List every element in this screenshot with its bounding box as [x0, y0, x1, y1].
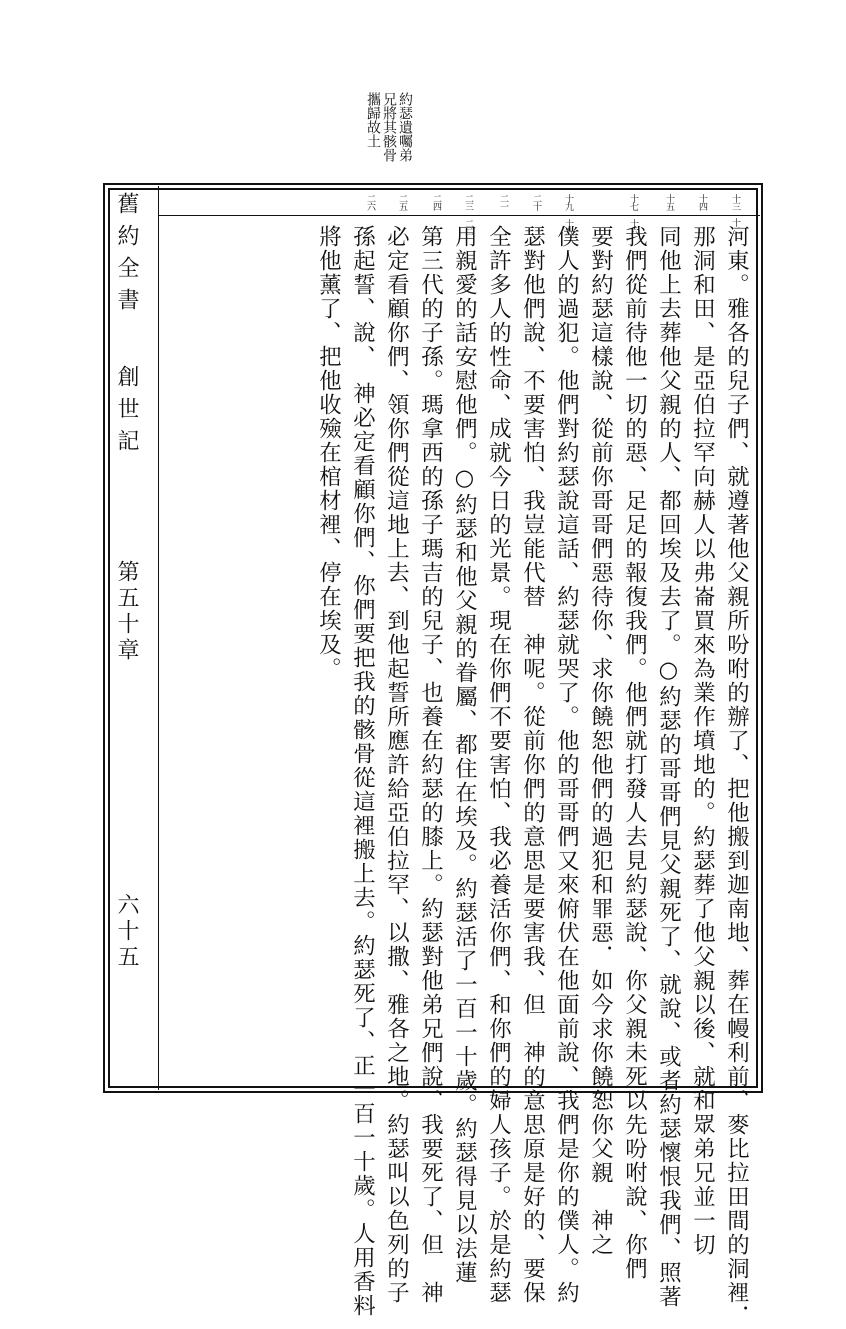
text-column: 同他上去葬他父親的人、都回埃及去了。○約瑟的哥哥們見父親死了、就說、或者約瑟懷恨我們、照著: [655, 225, 682, 1309]
header-rule: [158, 215, 760, 216]
text-column: 我們從前待他一切的惡、足足的報復我們。他們就打發人去見約瑟說、你父親未死以先吩咐說、你們: [621, 225, 648, 1281]
margin-note-line: 兄將其骸骨: [381, 92, 397, 162]
verse-number: 十九 十八: [563, 194, 573, 235]
verse-number: 二四: [431, 194, 441, 210]
text-column: 第三代的子孫。瑪拿西的孫子瑪吉的兒子、也養在約瑟的膝上。約瑟對他弟兄們說、我要死了、但 神: [417, 225, 444, 1305]
text-column: 孫起誓、說、 神必定看顧你們、你們要把我的骸骨從這裡搬上去。約瑟死了、正一百一十歲。人用香料: [349, 225, 376, 1318]
book-title: 舊約全書: [114, 192, 139, 320]
text-column: 那洞和田、是亞伯拉罕向赫人以弗崙買來為業作墳地的。約瑟葬了他父親以後、就和眾弟兄並一切: [689, 225, 716, 1257]
text-column: 將他薰了、把他收殮在棺材裡、停在埃及。: [315, 225, 342, 681]
text-column: 瑟對他們說、不要害怕、我豈能代替 神呢。從前你們的意思是要害我、但 神的意思原是好的、要保: [519, 225, 546, 1305]
verse-number: 二一: [498, 194, 508, 210]
verse-number: 二十: [531, 194, 541, 210]
verse-number: 十七 十六: [628, 194, 638, 235]
text-column: 僕人的過犯。他們對約瑟說這話、約瑟就哭了。他的哥哥們又來俯伏在他面前說、我們是你的僕人。約: [553, 225, 580, 1305]
text-column: 河東。雅各的兒子們、就遵著他父親所吩咐的辦了、把他搬到迦南地、葬在幔利前、麥比拉田間的洞裡．: [723, 225, 750, 1329]
sidebar-rule: [158, 186, 159, 1090]
text-column: 必定看顧你們、領你們從這地上去、到他起誓所應許給亞伯拉罕、以撒、雅各之地。約瑟叫以色列的子: [383, 225, 410, 1305]
text-column: 用親愛的話安慰他們。○約瑟和他父親的眷屬、都住在埃及。約瑟活了一百一十歲。約瑟得見以法蓮: [451, 225, 478, 1285]
text-column: 要對約瑟這樣說、從前你哥哥們惡待你、求你饒恕他們的過犯和罪惡．如今求你饒恕你父親 神之: [587, 225, 614, 1257]
chapter-title: 第五十章: [114, 560, 139, 664]
verse-number: 十五: [664, 194, 674, 210]
verse-number: 十三 十二: [730, 194, 740, 234]
margin-note-line: 攜歸故土: [365, 92, 381, 148]
verse-number: 二三 二二: [463, 194, 473, 235]
verse-number: 十四: [697, 194, 707, 210]
text-column: 全許多人的性命、成就今日的光景。現在你們不要害怕、我必養活你們、和你們的婦人孩子。於是約瑟: [485, 225, 512, 1305]
page-number: 六十五: [114, 893, 139, 971]
verse-number: 二五: [397, 194, 407, 210]
section-title: 創世記: [114, 365, 139, 461]
margin-note-line: 約瑟遺囑弟: [397, 92, 413, 162]
verse-number: 二六: [365, 194, 375, 210]
